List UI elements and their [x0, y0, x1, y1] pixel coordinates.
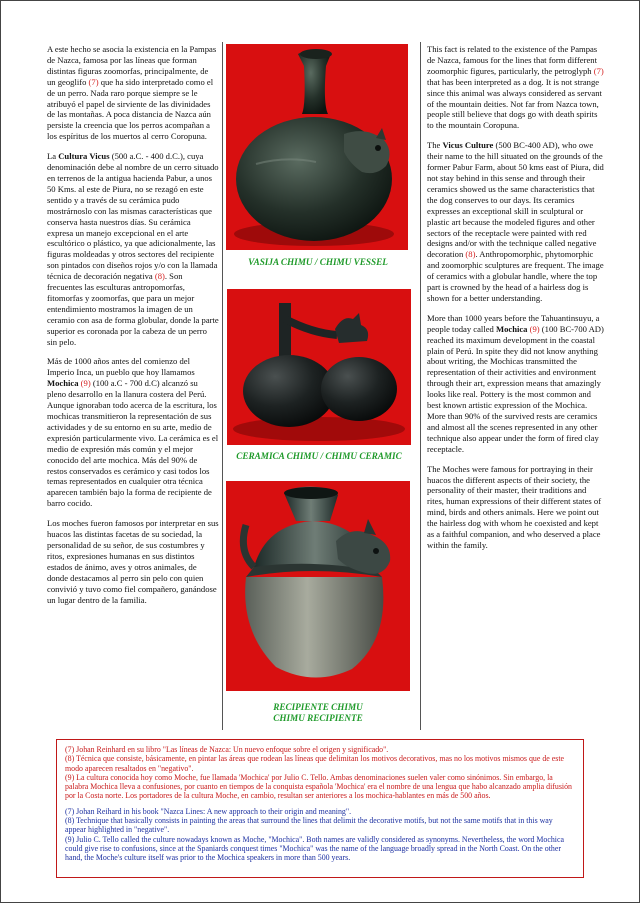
english-paragraph-2 [427, 140, 605, 304]
text: (100 a.C - 700 d.C) alcanzó su pleno desarrollo en la llanura costera del Perú. Aunque ignoraban todo acerca de la escritura, los mochicas transmitieron la representación de sus actividades y de su entorno en su arte, medio de expresión particularmente vivo. La cerámica es el medio de expresión más común y el mejor conocido del arte mochica. Más del 90% de restos conservados es cerámico y casi todos los temas representados en cualquier otra técnica aparecen también bajo la forma de recipiente de barro cocido. [47, 378, 219, 509]
footnote-ref-9[interactable]: (9) [78, 378, 91, 389]
spanish-paragraph-3 [47, 356, 219, 509]
culture-name: Mochica [495, 323, 528, 334]
chimu-ceramic-photo [227, 289, 411, 445]
caption-line-spanish: RECIPIENTE CHIMU [273, 702, 363, 712]
footnotes-box [56, 739, 584, 878]
spanish-column [47, 44, 219, 614]
spanish-paragraph-4: Los moches fueron famosos por interpretar en sus huacos las distintas facetas de su sociedad, la personalidad de su señor, de sus costumbres y ritos, expresiones humanas en sus distintos estados de ánimo, aves y otros animales, de donde destacamos al perro sin pelo con quien convivió y tuvo como fiel compañero, ganándose un lugar dentro de la familia. [47, 518, 219, 605]
footnote-es-7: (7) Johan Reinhard en su libro "Las líneas de Nazca: Un nuevo enfoque sobre el origen y significado". [65, 745, 389, 754]
spanish-paragraph-2 [47, 151, 219, 347]
footnote-en-9: (9) Julio C. Tello called the culture nowadays known as Moche, "Mochica". Both names are validly considered as synonyms. Nevertheless, the word Mochica could give rise to confusions, since at the Spaniards conquest times "Mochica" was the name of the language broadly spread in the North Coast. On the other hand, the Moche's culture itself was prior to the Mochica speakers in more than 500 years. [65, 834, 565, 863]
text: (100 BC-700 AD) reached its maximum development in the coastal plain of Perú. In spite they did not know anything about writing, the Mochicas transmitted the representation of their activities and environment through their art, expression means that amazingly looks like real. Pottery is the most common and best known artistic expression of the Mochica. More than 90% of the survived rests are ceramics and almost all the scenes represented in any other technique also appear under the form of fired clay receptacle. [427, 323, 604, 454]
caption-line-english: CHIMU RECIPIENTE [273, 713, 363, 723]
english-paragraph-1 [427, 44, 605, 131]
footnote-es-9: (9) La cultura conocida hoy como Moche, fue llamada 'Mochica' por Julio C. Tello. Ambas denominaciones suelen valer como sinónimos. Sin embargo, la palabra Mochica lleva a confusiones, por cuanto en tiempos de la conquista española 'Mochica' era el nombre de una lengua que habo alcanzado amplia difusión por la Costa norte. Los portadores de la cultura Moche, en cambio, resultan ser anteriores a los mochica-hablantes en más de 500 años. [65, 772, 573, 801]
footnote-es-8: (8) Técnica que consiste, básicamente, en pintar las áreas que rodean las líneas que delimitan los motivos decorativos, mas no los motivos mismos que de este modo aparecen resaltados en "negativo". [65, 754, 565, 773]
caption-chimu-ceramic: CERAMICA CHIMU / CHIMU CERAMIC [236, 451, 402, 461]
text: More than 1000 years before the Tahuantinsuyu, a people today called [427, 312, 600, 334]
column-divider-left [222, 42, 223, 730]
text: La [47, 151, 59, 162]
english-column [427, 44, 605, 560]
chimu-recipient-photo [226, 481, 410, 691]
english-paragraph-4: The Moches were famous for portraying in their huacos the different aspects of their society, the personality of their master, their traditions and rites, human expressions of their different states of mind, birds and others animals. Here we point out the hairless dog with whom he coexisted and kept as a faithful companion, and who deserved a place within the family. [427, 463, 602, 550]
culture-name: Cultura Vicus [58, 151, 110, 162]
footnote-ref-9[interactable]: (9) [527, 323, 540, 334]
footnote-en-8: (8) Technique that basically consists in painting the areas that surround the lines that delimit the decorative motifs, but not the same motifs that in this way appear highlighted in "negative". [65, 816, 553, 835]
text: que ha sido interpretado como el de un perro. Nada raro porque siempre se le atribuyó el papel de sirviente de las divinidades de las montañas. A poca distancia de Nazca aún persiste la creencia que los perros acompañan a los espíritus de los muertos al cerro Coropuna. [47, 76, 214, 142]
culture-name: Mochica [47, 378, 79, 389]
caption-chimu-recipient [226, 702, 410, 724]
text: Más de 1000 años antes del comienzo del Imperio Inca, un pueblo que hoy llamamos [47, 356, 195, 378]
text: (500 BC-400 AD), who owe their name to the hill situated on the grounds of the former Pabur Farm, about 50 kms east of Piura, did not stay behind in this sense and through their ceramics showed us the same characteristics that the dog conserves to our days. Its ceramics expresses an exceptional skill in sculptural or plastic art because the modeled figures and other sectors of the receptacle were painted with red designs and/or with the technique called negative decoration [427, 140, 604, 260]
text: A este hecho se asocia la existencia en la Pampas de Nazca, famosa por las líneas que forman distintas figuras zoomorfas, principalmente, de un geoglifo [47, 44, 217, 87]
culture-name: Vicus Culture [442, 140, 494, 151]
english-paragraph-3 [427, 313, 605, 455]
column-divider-right [420, 42, 421, 730]
text: (500 a.C. - 400 d.C.), cuya denominación debe al nombre de un cerro situado en terrenos de la antigua hacienda Pabur, a unos 50 Kms. al este de Piura, no se rezagó en este sentido y a través de su cerámica pudo mostrárnoslo con las mismas características que conserva hasta nuestros días. Su cerámica expresa un manejo excepcional en el arte escultórico o plástico, ya que adicionalmente, las figuras moldeadas y otros sectores del recipiente son pintados con diseños rojos y/o con la llamada técnica de decoración negativa [47, 151, 219, 282]
footnote-ref-7[interactable]: (7) [593, 65, 604, 76]
text: . Son frecuentes las esculturas antropomorfas, fitomorfas y zoomorfas, que para un mejor entendimiento mostramos la imagen de un ceramio con asa de forma globular, donde la parte superior es coronada por la cabeza de un perro sin pelo. [47, 271, 219, 347]
footnote-ref-8[interactable]: (8) [465, 249, 476, 260]
text: that has been interpreted as a dog. It is not strange since this animal was always considered as servant of the mountain deities. Not far from Nazca town, people still believe that dogs go with death spirits to the mountain Coropuna. [427, 76, 602, 131]
text: The [427, 140, 443, 151]
text: . Anthropomorphic, phytomorphic and zoomorphic sculptures are frequent. The image of ceramics with a globular handle, where the top part is crowned by the head of a hairless dog is shown for a better understanding. [427, 249, 604, 303]
spanish-paragraph-1 [47, 44, 219, 142]
footnote-en-7: (7) Johan Reihard in his book "Nazca Lines: A new approach to their origin and meaning". [65, 806, 352, 816]
caption-chimu-vessel: VASIJA CHIMU / CHIMU VESSEL [248, 257, 388, 267]
text: This fact is related to the existence of the Pampas de Nazca, famous for the lines that form different zoomorphic figures, particularly, the petroglyph [427, 44, 598, 76]
footnote-ref-8[interactable]: (8) [154, 271, 165, 282]
chimu-vessel-photo [226, 44, 408, 250]
footnote-ref-7[interactable]: (7) [88, 76, 99, 87]
